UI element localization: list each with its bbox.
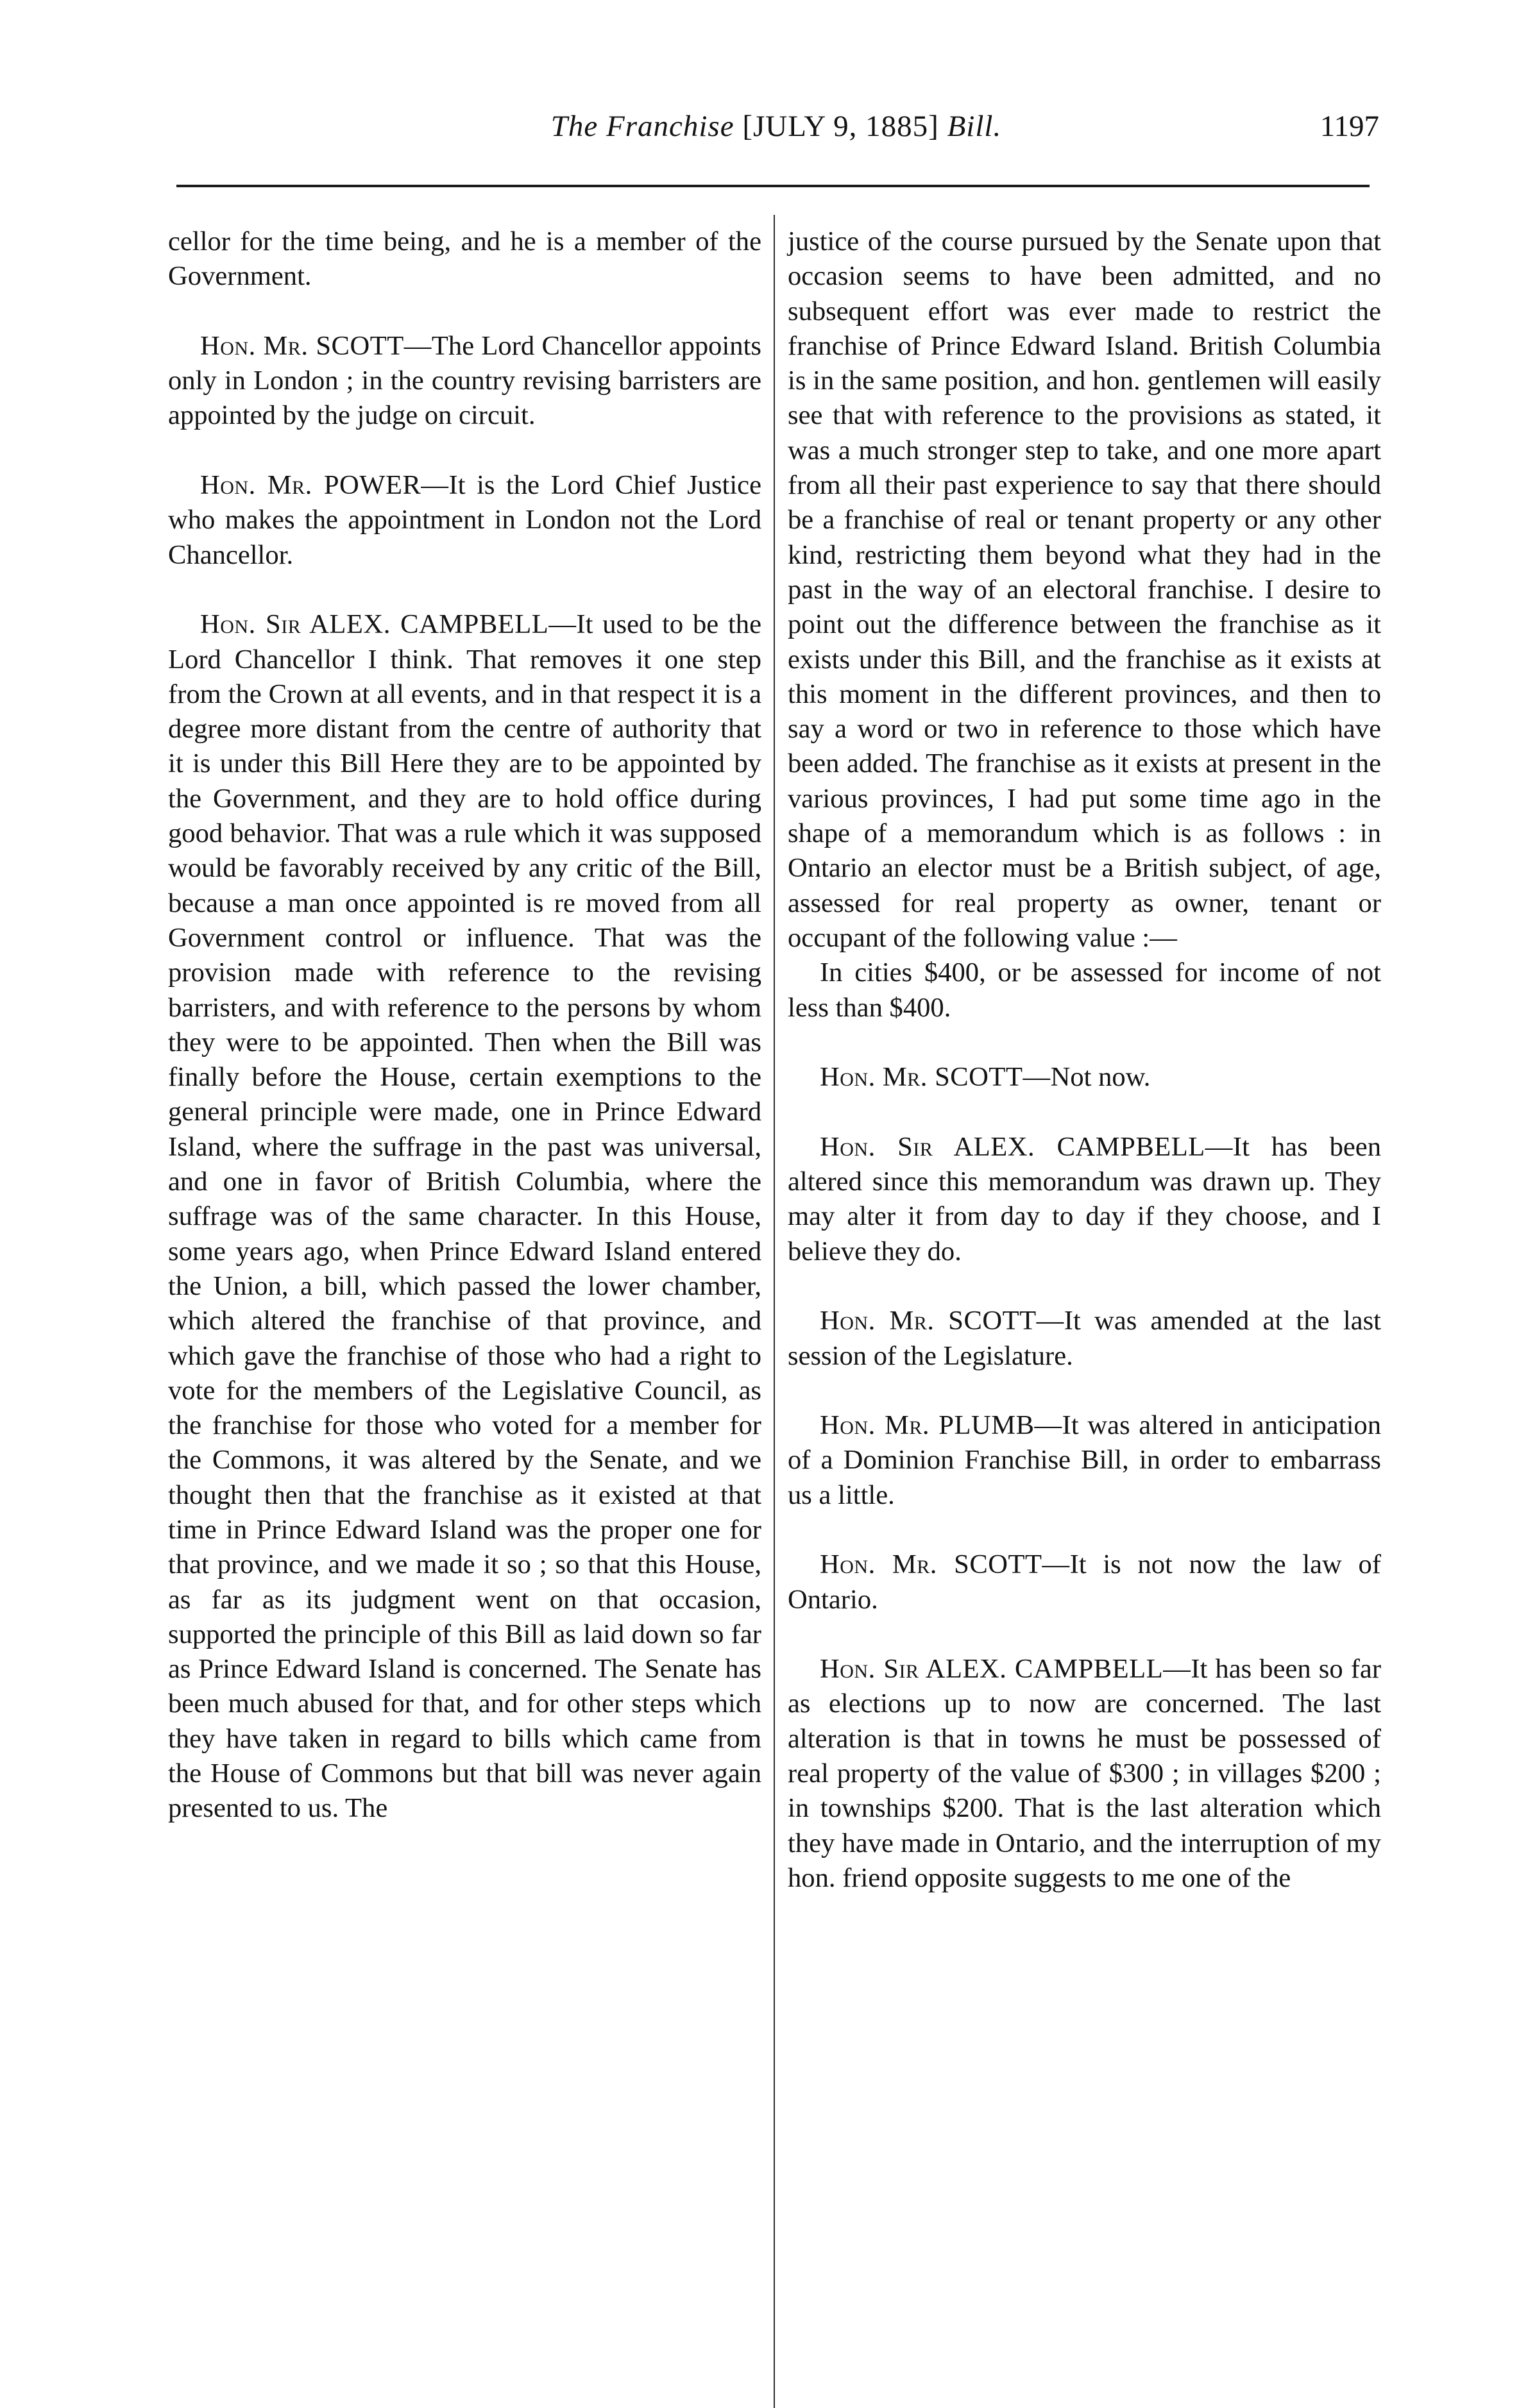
speech-campbell-3: [788, 1652, 1381, 1896]
left-column: [168, 224, 761, 1826]
continued-paragraph: justice of the course pursued by the Senate upon that occasion seems to have been admitted, and no subsequent effort was ever made to restrict the franchise of Prince Edward Island. British Columbia is in the same position, and hon. gentlemen will easily see that with reference to the provisions as stated, it was a much stronger step to take, and one more apart from all their past experience to say that there should be a franchise of real or tenant property or any other kind, restricting them beyond what they had in the past in the way of an electoral franchise. I desire to point out the difference between the franchise as it exists under this Bill, and the franchise as it exists at this moment in the different provinces, and then to say a word or two in reference to those which have been added. The franchise as it exists at present in the various provinces, I had put some time ago in the shape of a memorandum which is as follows : in Ontario an elector must be a British subject, of age, assessed for real property as owner, tenant or occupant of the following value :—: [788, 226, 1381, 953]
speech-scott-1: [168, 329, 761, 434]
speech-text: It was amended at the last session of the Legislature.: [788, 1306, 1381, 1371]
column-rule: [774, 215, 775, 2408]
header-rule: [176, 185, 1370, 187]
speech-plumb: [788, 1408, 1381, 1513]
speech-text: It has been altered since this memorandum was drawn up. They may alter it from day to day if they choose, and I believe they do.: [788, 1131, 1381, 1267]
franchise-detail: In cities $400, or be assessed for income of not less than $400.: [788, 957, 1381, 1023]
speaker-name: Hon. Mr. SCOTT—: [820, 1306, 1064, 1336]
speaker-name: Hon. Mr. SCOTT—: [820, 1062, 1051, 1093]
speech-text: It was altered in anticipation of a Dominion Franchise Bill, in order to embarrass us a little.: [788, 1410, 1381, 1510]
page-number: 1197: [1320, 110, 1379, 143]
running-title-text: The Franchise: [550, 110, 734, 143]
speech-text: It is not now the law of Ontario.: [788, 1549, 1381, 1615]
speaker-name: Hon. Sir ALEX. CAMPBELL—: [200, 609, 577, 640]
speech-text: It used to be the Lord Chancellor I think. That removes it one step from the Crown at all events, and in that respect it is a degree more distant from the centre of authority that it is under this Bill Here they are to be appointed by the Government, and they are to hold office during good behavior. That was a rule which it was supposed would be favorably received by any critic of the Bill, because a man once appointed is re moved from all Government control or influence. That was the provision made with reference to the revising barristers, and with reference to the persons by whom they were to be appointed. Then when the Bill was finally before the House, certain exemptions to the general principle were made, one in Prince Edward Island, where the suffrage in the past was universal, and one in favor of British Columbia, where the suffrage was of the same character. In this House, some years ago, when Prince Edward Island entered the Union, a bill, which passed the lower chamber, which altered the franchise of that province, and which gave the franchise of those who had a right to vote for the members of the Legislative Council, as the franchise for those who voted for a member for the Commons, it was altered by the Senate, and we thought then that the franchise as it existed at that time in Prince Edward Island was the proper one for that province, and we made it so ; so that this House, as far as its judgment went on that occasion, supported the principle of this Bill as laid down so far as Prince Edward Island is concerned. The Senate has been much abused for that, and for other steps which they have taken in regard to bills which came from the House of Commons but that bill was never again presented to us. The: [168, 609, 762, 1824]
speaker-name: Hon. Mr. POWER—: [200, 470, 449, 501]
speaker-name: Hon. Mr. SCOTT—: [200, 330, 432, 361]
speech-text: Not now.: [1050, 1062, 1151, 1093]
continued-paragraph: cellor for the time being, and he is a member of the Government.: [168, 226, 761, 292]
right-column: [788, 224, 1381, 1896]
speech-text: It has been so far as elections up to now are concerned. The last alteration is that in towns he must be possessed of real property of the value of $300 ; in villages $200 ; in townships $200. That is the last alteration which they have made in Ontario, and the interruption of my hon. friend opposite suggests to me one of the: [788, 1654, 1381, 1893]
speech-power: [168, 468, 761, 573]
running-title-date: [JULY 9, 1885]: [742, 110, 939, 143]
speaker-name: Hon. Mr. PLUMB—: [820, 1410, 1062, 1441]
running-title: [173, 109, 1379, 144]
speaker-name: Hon. Mr. SCOTT—: [820, 1549, 1070, 1580]
speech-scott-3: [788, 1304, 1381, 1374]
speech-text: It is the Lord Chief Justice who makes the appointment in London not the Lord Chancellor.: [168, 470, 761, 570]
speech-text: The Lord Chancellor appoints only in London ; in the country revising barristers are appointed by the judge on circuit.: [168, 330, 761, 431]
speaker-name: Hon. Sir ALEX. CAMPBELL—: [820, 1654, 1191, 1685]
speech-scott-2: [788, 1060, 1381, 1095]
page-header: [173, 109, 1379, 167]
speaker-name: Hon. Sir ALEX. CAMPBELL—: [820, 1131, 1233, 1162]
speech-campbell-2: [788, 1130, 1381, 1269]
speech-scott-4: [788, 1547, 1381, 1617]
speech-campbell-1: [168, 607, 761, 1826]
running-title-end: Bill.: [947, 110, 1002, 143]
